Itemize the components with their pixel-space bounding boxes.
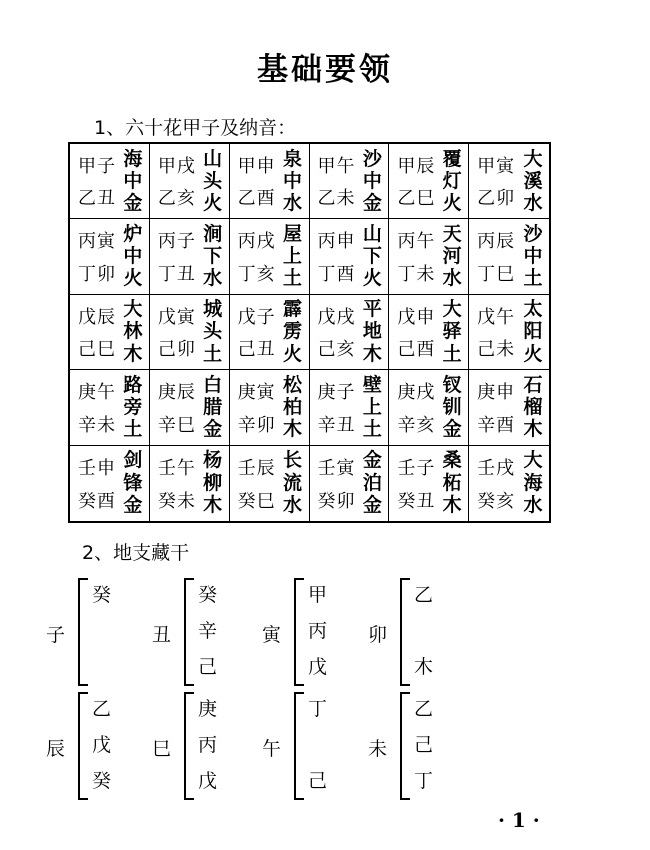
hidden-stem: 丙 [308,620,328,642]
branch-name: 丑 [152,624,172,646]
nayin-label [122,374,144,440]
ganzhi-top: 甲申 [237,156,276,177]
nayin-char: 土 [203,342,223,365]
nayin-char: 腊 [203,395,223,418]
jiazi-cell [70,144,150,219]
branch-name: 卯 [368,624,388,646]
nayin-char: 海 [123,147,143,170]
nayin-char: 柏 [282,395,302,418]
nayin-char: 天 [442,222,462,245]
ganzhi-top: 壬申 [78,457,116,479]
nayin-char: 中 [123,169,143,192]
jiazi-cell [150,370,230,445]
nayin-char: 雳 [282,320,302,343]
branch-group [152,692,260,802]
ganzhi-bottom: 乙丑 [78,188,116,210]
nayin-label [522,148,544,214]
nayin-char: 土 [523,267,543,290]
ganzhi-top: 壬子 [397,457,436,479]
jiazi-cell [310,446,390,521]
nayin-label [441,148,463,214]
jiazi-cell [70,446,150,521]
nayin-label [282,299,304,365]
jiazi-cell [389,295,469,370]
jiazi-cell [469,219,549,294]
ganzhi-top: 壬辰 [237,457,276,479]
ganzhi-bottom: 己巳 [78,339,116,361]
hidden-stem: 乙 [414,698,434,720]
nayin-label [522,374,544,440]
jiazi-cell [469,144,549,219]
nayin-label [522,223,544,289]
ganzhi-top: 甲寅 [477,156,516,177]
ganzhi-bottom: 癸卯 [317,491,356,512]
nayin-char: 金 [203,418,223,440]
ganzhi-bottom: 乙酉 [237,188,276,210]
hidden-stems [92,578,132,686]
nayin-char: 溪 [523,169,543,192]
ganzhi-top: 丙午 [397,231,436,253]
ganzhi-top: 甲子 [78,156,116,177]
bracket-line [294,578,304,686]
nayin-char: 山 [362,222,382,245]
nayin-label [522,450,544,517]
nayin-label [361,374,383,440]
nayin-char: 金 [362,191,382,214]
nayin-char: 木 [282,418,302,440]
nayin-char: 路 [123,373,143,396]
hidden-stem: 辛 [198,620,218,642]
jiazi-cell [230,370,310,445]
nayin-char: 太 [523,298,543,321]
nayin-label [122,148,144,214]
hidden-stem: 丁 [414,770,434,792]
jiazi-cell [230,295,310,370]
nayin-char: 大 [523,449,543,472]
hidden-stems [198,692,238,800]
ganzhi-top: 甲戌 [157,156,196,177]
nayin-label [122,223,144,289]
nayin-char: 中 [362,169,382,192]
nayin-char: 木 [123,342,143,365]
branch-group [262,692,370,802]
nayin-char: 水 [203,267,223,290]
jiazi-cell [389,446,469,521]
ganzhi-bottom: 癸丑 [397,491,436,512]
nayin-char: 灯 [442,169,462,192]
ganzhi-bottom: 癸亥 [477,491,516,512]
ganzhi-bottom: 辛酉 [477,414,516,436]
nayin-char: 海 [523,471,543,494]
nayin-char: 桑 [442,449,462,472]
hidden-stems [92,692,132,800]
page-title: 基础要领 [257,52,393,88]
nayin-char: 上 [282,245,302,268]
branch-group [46,578,154,688]
hidden-stem: 甲 [308,584,328,606]
ganzhi-bottom: 乙亥 [157,188,196,210]
jiazi-cell [150,144,230,219]
ganzhi-top: 庚子 [317,382,356,404]
nayin-char: 涧 [203,222,223,245]
ganzhi-top: 戊申 [397,306,436,328]
nayin-char: 河 [442,245,462,268]
ganzhi-top: 戊戌 [317,306,356,328]
nayin-char: 钗 [442,373,462,396]
nayin-char: 泊 [362,471,382,494]
ganzhi-bottom: 己未 [477,339,516,361]
ganzhi-bottom: 丁未 [397,263,436,285]
branch-group [46,692,154,802]
nayin-char: 霹 [282,298,302,321]
bracket-line [78,692,88,800]
ganzhi-bottom: 癸酉 [78,491,116,512]
nayin-label [361,223,383,289]
nayin-label [441,223,463,289]
nayin-char: 剑 [123,449,143,472]
bracket-line [184,692,194,800]
ganzhi-bottom: 乙巳 [397,188,436,210]
nayin-label [122,299,144,365]
branch-group [262,578,370,688]
ganzhi-bottom: 乙未 [317,188,356,210]
nayin-char: 土 [442,342,462,365]
nayin-label [441,450,463,517]
nayin-char: 木 [203,494,223,517]
hidden-stem: 乙 [92,698,112,720]
ganzhi-bottom: 丁亥 [237,263,276,285]
nayin-char: 沙 [362,147,382,170]
nayin-char: 火 [203,191,223,214]
nayin-label [122,450,144,517]
ganzhi-top: 丙申 [317,231,356,253]
ganzhi-top: 丙子 [157,231,196,253]
ganzhi-bottom: 己丑 [237,339,276,361]
nayin-char: 阳 [523,320,543,343]
nayin-char: 地 [362,320,382,343]
nayin-label [361,148,383,214]
bracket-line [184,578,194,686]
ganzhi-bottom: 丁丑 [157,263,196,285]
jiazi-cell [310,219,390,294]
nayin-char: 林 [123,320,143,343]
jiazi-cell [469,370,549,445]
ganzhi-top: 戊子 [237,306,276,328]
branch-group [152,578,260,688]
nayin-char: 杨 [203,449,223,472]
hidden-stem: 木 [414,656,434,678]
bracket-line [400,578,410,686]
ganzhi-bottom: 己卯 [157,339,196,361]
nayin-label [361,450,383,517]
nayin-char: 山 [203,147,223,170]
nayin-char: 火 [523,342,543,365]
jiazi-cell [310,295,390,370]
nayin-char: 火 [282,342,302,365]
jiazi-cell [150,219,230,294]
hidden-stem: 丁 [308,698,328,720]
ganzhi-bottom: 癸未 [157,491,196,512]
ganzhi-top: 庚申 [477,382,516,404]
nayin-char: 炉 [123,222,143,245]
ganzhi-top: 戊寅 [157,306,196,328]
ganzhi-top: 庚午 [78,382,116,404]
nayin-char: 旁 [123,395,143,418]
nayin-label [202,299,224,365]
nayin-char: 火 [442,191,462,214]
branch-name: 巳 [152,738,172,760]
branch-name: 子 [46,624,66,646]
nayin-char: 水 [523,494,543,517]
jiazi-cell [150,446,230,521]
ganzhi-top: 壬午 [157,457,196,479]
nayin-label [441,374,463,440]
hidden-stems [414,692,454,800]
ganzhi-top: 丙辰 [477,231,516,253]
hidden-stem: 己 [198,656,218,678]
hidden-stem: 戊 [198,770,218,792]
nayin-char: 中 [282,169,302,192]
hidden-stems [198,578,238,686]
bracket-line [294,692,304,800]
ganzhi-bottom: 辛卯 [237,414,276,436]
ganzhi-bottom: 辛未 [78,414,116,436]
hidden-stem: 癸 [92,584,112,606]
nayin-char: 下 [362,245,382,268]
jiazi-cell [70,295,150,370]
jiazi-cell [310,144,390,219]
nayin-char: 木 [362,342,382,365]
nayin-char: 大 [123,298,143,321]
nayin-char: 水 [523,191,543,214]
jiazi-cell [230,219,310,294]
ganzhi-bottom: 丁卯 [78,263,116,285]
jiazi-cell [469,446,549,521]
section-heading-dizhi: 2、地支藏干 [82,542,190,564]
nayin-char: 水 [282,494,302,517]
page-number: · 1 · [498,808,540,832]
nayin-label [282,450,304,517]
nayin-char: 上 [362,395,382,418]
nayin-char: 金 [362,494,382,517]
nayin-char: 头 [203,320,223,343]
jiazi-cell [230,446,310,521]
nayin-label [202,374,224,440]
hidden-stems [414,578,454,686]
nayin-label [202,450,224,517]
ganzhi-bottom: 乙卯 [477,188,516,210]
bracket-line [78,578,88,686]
ganzhi-bottom: 癸巳 [237,491,276,512]
branch-name: 午 [262,738,282,760]
nayin-char: 金 [123,494,143,517]
nayin-char: 白 [203,373,223,396]
ganzhi-bottom: 辛亥 [397,414,436,436]
nayin-char: 火 [362,267,382,290]
jiazi-cell [70,219,150,294]
nayin-char: 石 [523,373,543,396]
nayin-char: 金 [362,449,382,472]
nayin-char: 泉 [282,147,302,170]
nayin-label [522,299,544,365]
ganzhi-bottom: 己酉 [397,339,436,361]
nayin-char: 水 [442,267,462,290]
nayin-char: 大 [442,298,462,321]
ganzhi-top: 庚寅 [237,382,276,404]
nayin-char: 土 [362,418,382,440]
branch-name: 辰 [46,738,66,760]
nayin-char: 松 [282,373,302,396]
nayin-char: 柘 [442,471,462,494]
nayin-char: 壁 [362,373,382,396]
nayin-char: 金 [442,418,462,440]
nayin-char: 火 [123,267,143,290]
hidden-stem: 戊 [92,734,112,756]
nayin-char: 木 [523,418,543,440]
nayin-char: 覆 [442,147,462,170]
nayin-label [202,223,224,289]
branch-name: 寅 [262,624,282,646]
ganzhi-top: 庚戌 [397,382,436,404]
nayin-char: 沙 [523,222,543,245]
jiazi-cell [469,295,549,370]
ganzhi-top: 丙寅 [78,231,116,253]
nayin-char: 下 [203,245,223,268]
bracket-line [400,692,410,800]
branch-group [368,692,476,802]
nayin-char: 大 [523,147,543,170]
nayin-char: 榴 [523,395,543,418]
nayin-char: 柳 [203,471,223,494]
nayin-char: 土 [123,418,143,440]
ganzhi-top: 庚辰 [157,382,196,404]
nayin-char: 平 [362,298,382,321]
section-heading-jiazi: 1、六十花甲子及纳音： [94,117,297,139]
branch-group [368,578,476,688]
nayin-char: 头 [203,169,223,192]
nayin-char: 驿 [442,320,462,343]
nayin-char: 金 [123,191,143,214]
nayin-char: 长 [282,449,302,472]
ganzhi-top: 丙戌 [237,231,276,253]
nayin-label [202,148,224,214]
nayin-char: 木 [442,494,462,517]
ganzhi-top: 壬戌 [477,457,516,479]
ganzhi-top: 甲午 [317,156,356,177]
nayin-char: 土 [282,267,302,290]
ganzhi-bottom: 丁酉 [317,263,356,285]
ganzhi-bottom: 辛巳 [157,414,196,436]
hidden-stem: 癸 [92,770,112,792]
hidden-stem: 己 [308,770,328,792]
hidden-stem: 丙 [198,734,218,756]
ganzhi-bottom: 辛丑 [317,414,356,436]
jiazi-cell [389,219,469,294]
jiazi-cell [150,295,230,370]
ganzhi-top: 壬寅 [317,457,356,479]
nayin-char: 中 [123,245,143,268]
branch-name: 未 [368,738,388,760]
hidden-stem: 癸 [198,584,218,606]
jiazi-nayin-table [68,142,551,523]
jiazi-cell [230,144,310,219]
hidden-stem: 庚 [198,698,218,720]
jiazi-cell [70,370,150,445]
nayin-char: 水 [282,191,302,214]
ganzhi-top: 戊辰 [78,306,116,328]
nayin-label [441,299,463,365]
ganzhi-bottom: 己亥 [317,339,356,361]
hidden-stem: 乙 [414,584,434,606]
nayin-label [282,223,304,289]
nayin-char: 钏 [442,395,462,418]
nayin-char: 锋 [123,471,143,494]
hidden-stem: 戊 [308,656,328,678]
hidden-stems [308,578,348,686]
ganzhi-top: 甲辰 [397,156,436,177]
jiazi-cell [389,144,469,219]
nayin-label [282,374,304,440]
hidden-stems [308,692,348,800]
nayin-char: 屋 [282,222,302,245]
ganzhi-top: 戊午 [477,306,516,328]
hidden-stem: 己 [414,734,434,756]
jiazi-cell [310,370,390,445]
nayin-label [361,299,383,365]
nayin-char: 中 [523,245,543,268]
ganzhi-bottom: 丁巳 [477,263,516,285]
nayin-label [282,148,304,214]
nayin-char: 城 [203,298,223,321]
nayin-char: 流 [282,471,302,494]
jiazi-cell [389,370,469,445]
